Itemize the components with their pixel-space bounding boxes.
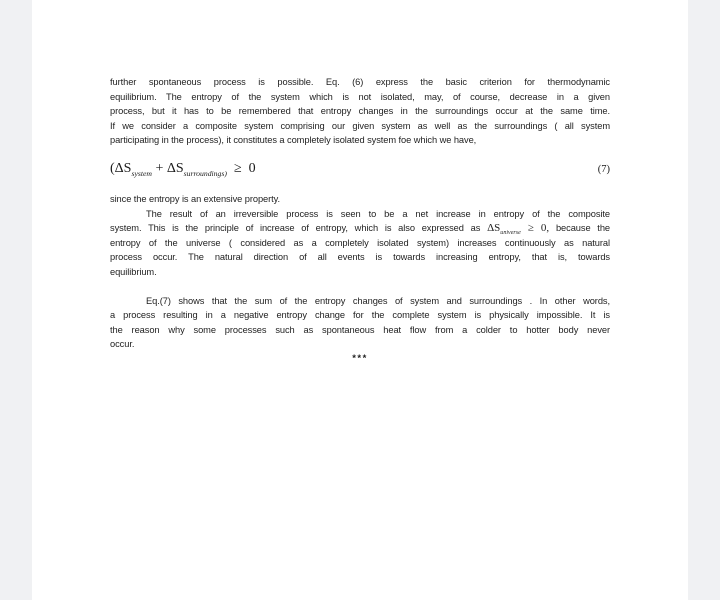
- equation-number: (7): [597, 163, 610, 175]
- text-line: entropy of the universe ( considered as a completely isolated system) increases continuously as natural: [110, 237, 610, 248]
- page: [32, 0, 688, 600]
- text-line: since the entropy is an extensive property.: [110, 194, 281, 204]
- section-separator: ***: [352, 352, 368, 364]
- text-line: equilibrium.: [110, 266, 157, 277]
- paragraph: [110, 207, 610, 280]
- page-content: [32, 0, 688, 366]
- text-line: participating in the process), it constitutes a completely isolated system foe which we have,: [110, 135, 477, 145]
- text-line: If we consider a composite system comprising our given system as well as the surroundings ( all system: [110, 120, 610, 131]
- equation-body: ($\Delta S_{system} + \Delta S_{surroundings)} \ge 0$: [110, 160, 256, 178]
- text-line: occur.: [110, 339, 135, 349]
- text-line: equilibrium. The entropy of the system which is not isolated, may, of course, decrease in a given: [110, 91, 610, 102]
- text-line: the reason why some processes such as spontaneous heat flow from a colder to hotter body never: [110, 324, 610, 335]
- text-line: process occur. The natural direction of all events is towards increasing entropy, that is, towards: [110, 252, 610, 262]
- paragraph: [110, 75, 610, 148]
- equation: [110, 162, 610, 178]
- text-line: Eq.(7) shows that the sum of the entropy changes of system and surroundings . In other words,: [146, 295, 610, 306]
- text-line: The result of an irreversible process is seen to be a net increase in entropy of the composite: [146, 208, 610, 219]
- paragraph: [110, 192, 610, 207]
- text-line: system. This is the principle of increase of entropy, which is also expressed as $\Delta S_{universe} \ge 0$, because the: [110, 222, 610, 237]
- text-line: process, but it has to be remembered that entropy changes in the surroundings occur at the same time.: [110, 106, 610, 116]
- paragraph: [110, 294, 610, 352]
- text-line: further spontaneous process is possible. Eq. (6) express the basic criterion for thermodynamic: [110, 77, 610, 87]
- text-line: a process resulting in a negative entropy change for the complete system is physically impossible. It is: [110, 310, 610, 320]
